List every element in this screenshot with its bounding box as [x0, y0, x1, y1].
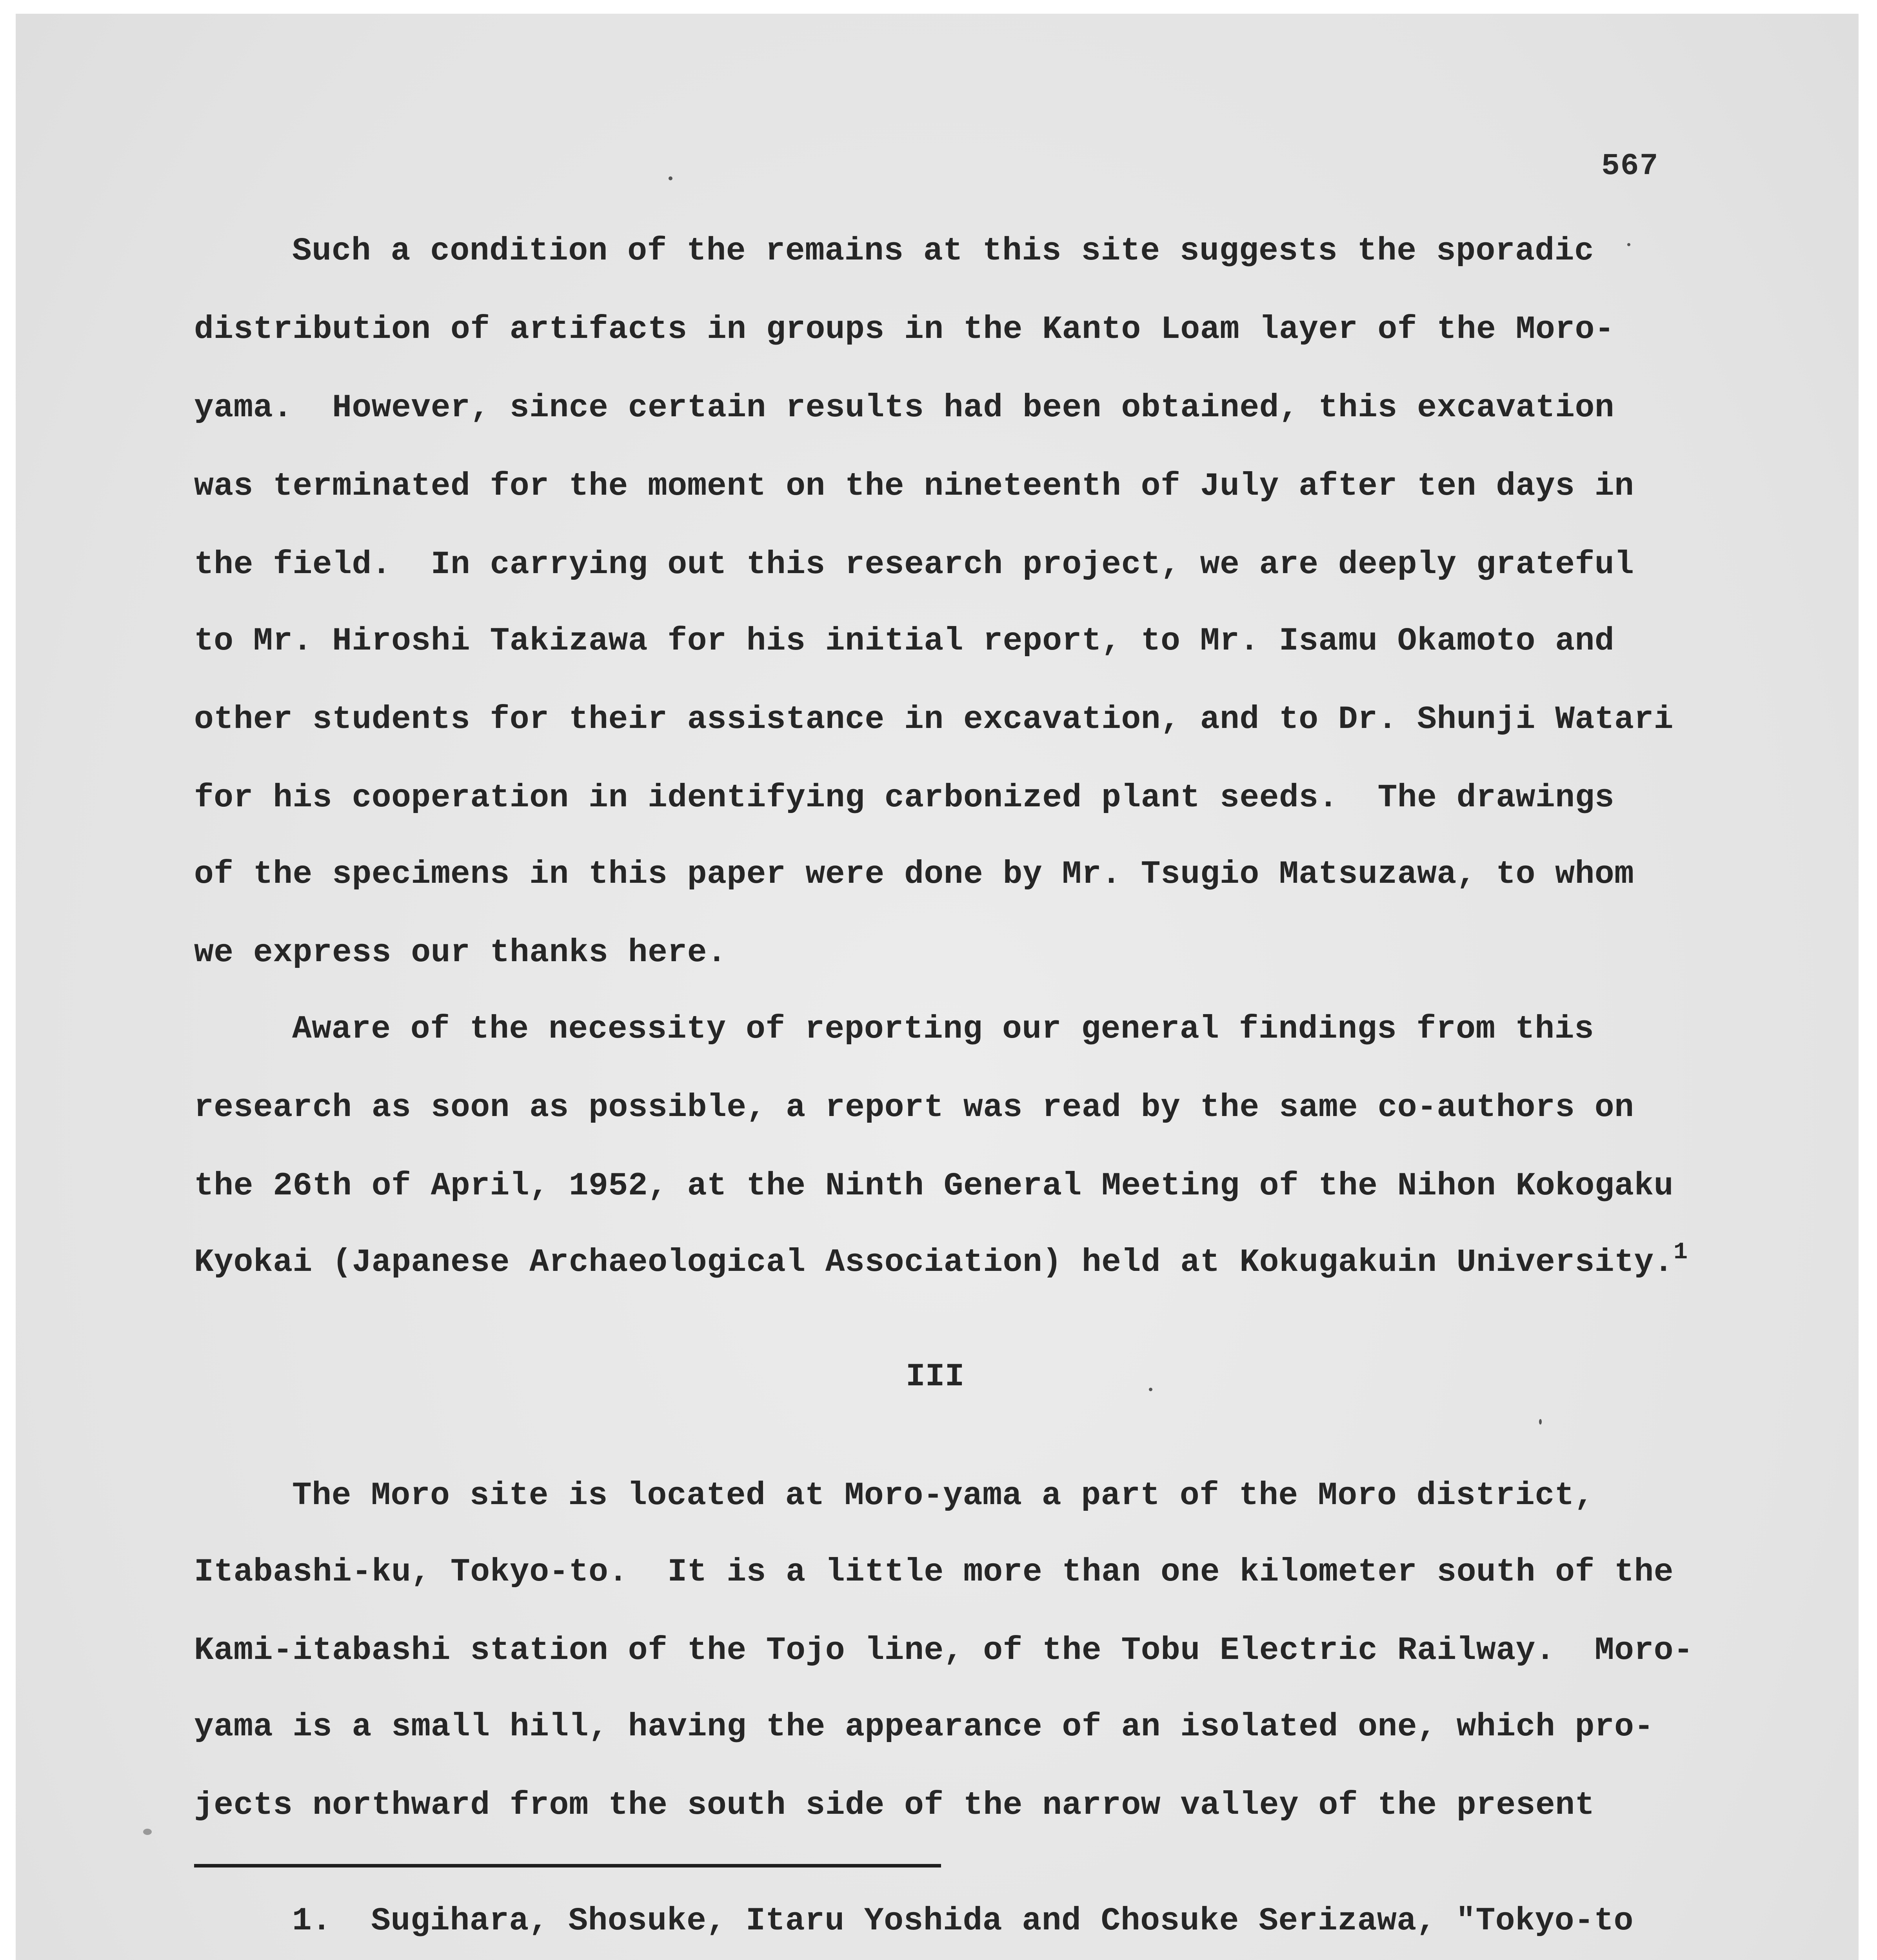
footnote-marker: 1 [1673, 1239, 1688, 1266]
paragraph3-line-5: jects northward from the south side of the narrow valley of the present [194, 1787, 1595, 1824]
scan-speck [1539, 1419, 1542, 1425]
paragraph1-line-7: other students for their assistance in excavation, and to Dr. Shunji Watari [194, 701, 1674, 738]
paragraph2-line-4-text: Kyokai (Japanese Archaeological Association) held at Kokugakuin University. [194, 1244, 1674, 1281]
paragraph1-line-6: to Mr. Hiroshi Takizawa for his initial report, to Mr. Isamu Okamoto and [194, 622, 1615, 659]
scan-speck [1627, 243, 1630, 246]
paragraph2-line-2: research as soon as possible, a report was read by the same co-authors on [194, 1089, 1634, 1126]
paragraph1-line-2: distribution of artifacts in groups in the Kanto Loam layer of the Moro- [194, 311, 1615, 348]
footnote-line-1: 1. Sugihara, Shosuke, Itaru Yoshida and Chosuke Serizawa, "Tokyo-to [292, 1902, 1634, 1939]
paragraph2-line-3: the 26th of April, 1952, at the Ninth General Meeting of the Nihon Kokogaku [194, 1167, 1674, 1204]
section-heading: III [906, 1358, 965, 1395]
paragraph1-line-9: of the specimens in this paper were done by Mr. Tsugio Matsuzawa, to whom [194, 856, 1634, 893]
paragraph2-line-4 [194, 1239, 1688, 1282]
paragraph1-line-4: was terminated for the moment on the nineteenth of July after ten days in [194, 468, 1634, 505]
paragraph3-line-1: The Moro site is located at Moro-yama a part of the Moro district, [292, 1477, 1594, 1514]
paragraph1-line-10: we express our thanks here. [194, 934, 727, 971]
paragraph1-line-3: yama. However, since certain results had been obtained, this excavation [194, 389, 1615, 426]
paragraph1-line-1: Such a condition of the remains at this site suggests the sporadic [292, 232, 1594, 269]
page-number: 567 [1601, 149, 1659, 183]
paragraph1-line-5: the field. In carrying out this research project, we are deeply grateful [194, 546, 1634, 583]
paragraph3-line-2: Itabashi-ku, Tokyo-to. It is a little more than one kilometer south of the [194, 1553, 1674, 1590]
paragraph2-line-1: Aware of the necessity of reporting our general findings from this [292, 1011, 1594, 1047]
scan-speck [669, 176, 672, 180]
footnote-separator [194, 1864, 941, 1867]
paragraph3-line-4: yama is a small hill, having the appearance of an isolated one, which pro- [194, 1708, 1654, 1745]
paragraph3-line-3: Kami-itabashi station of the Tojo line, of the Tobu Electric Railway. Moro- [194, 1632, 1693, 1669]
scan-speck [1149, 1388, 1152, 1391]
paragraph1-line-8: for his cooperation in identifying carbonized plant seeds. The drawings [194, 779, 1615, 816]
scan-speck [143, 1829, 152, 1835]
